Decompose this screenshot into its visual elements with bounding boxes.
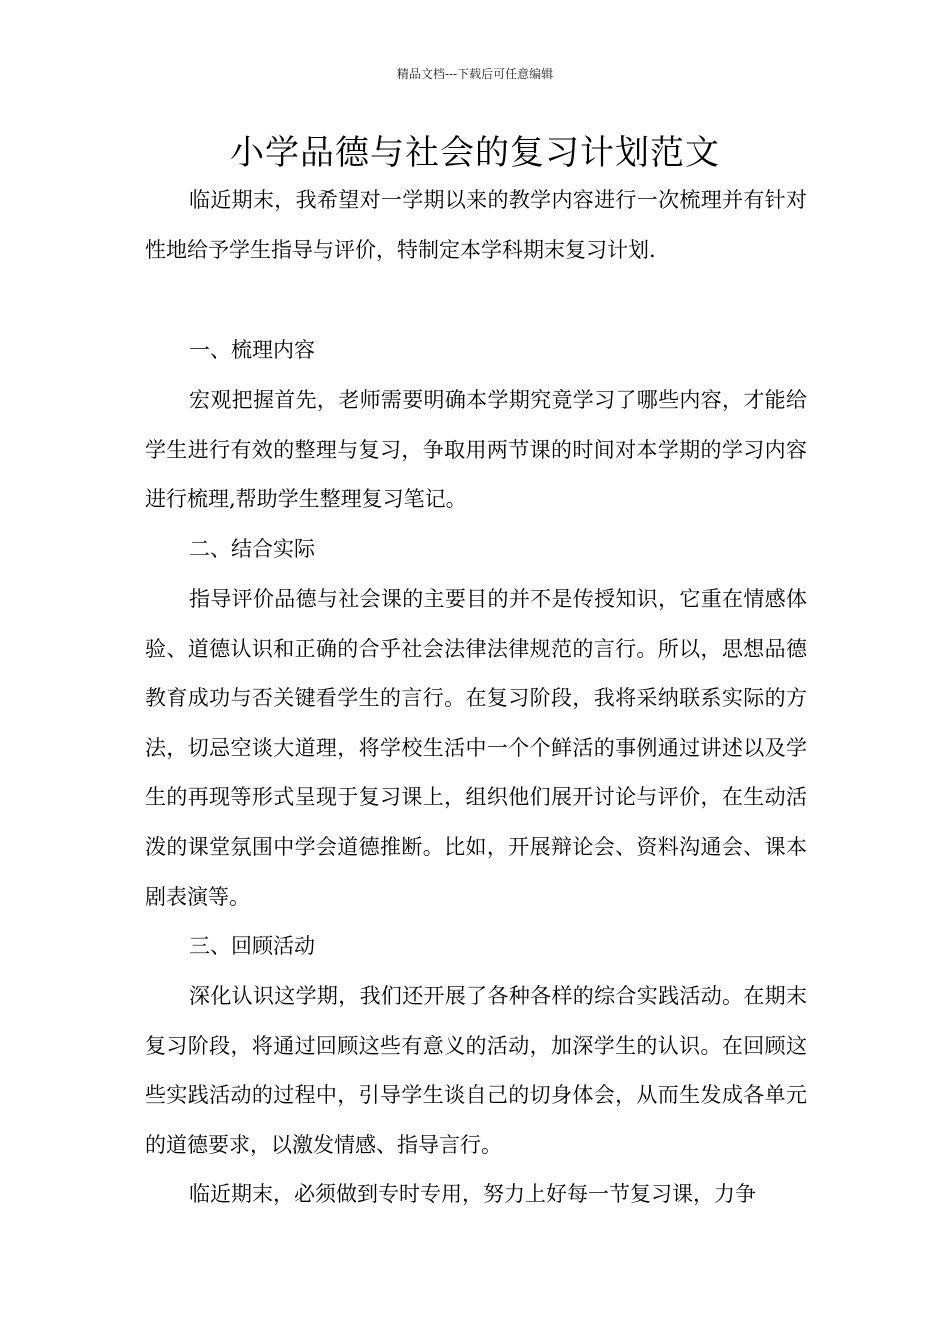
closing-paragraph: 临近期末，必须做到专时专用，努力上好每一节复习课，力争: [189, 1182, 756, 1206]
section-heading-2: 二、结合实际: [189, 537, 315, 561]
section-heading-3: 三、回顾活动: [189, 934, 315, 958]
section-paragraph-3: 深化认识这学期，我们还开展了各种各样的综合实践活动。在期末复习阶段，将通过回顾这些有意义的活动，加深学生的认识。在回顾这些实践活动的过程中，引导学生谈自己的切身体会，从而生发成各单元的道德要求，以激发情感、指导言行。: [145, 984, 807, 1157]
header-note: 精品文档---下载后可任意编辑: [396, 67, 554, 81]
section-paragraph-2: 指导评价品德与社会课的主要目的并不是传授知识，它重在情感体验、道德认识和正确的合乎社会法律法律规范的言行。所以，思想品德教育成功与否关键看学生的言行。在复习阶段，我将采纳联系实际的方法，切忌空谈大道理，将学校生活中一个个鲜活的事例通过讲述以及学生的再现等形式呈现于复习课上，组织他们展开讨论与评价，在生动活泼的课堂氛围中学会道德推断。比如，开展辩论会、资料沟通会、课本剧表演等。: [145, 587, 807, 909]
section-paragraph-1: 宏观把握首先，老师需要明确本学期究竟学习了哪些内容，才能给学生进行有效的整理与复习，争取用两节课的时间对本学期的学习内容进行梳理,帮助学生整理复习笔记。: [145, 388, 807, 512]
intro-paragraph: 临近期末，我希望对一学期以来的教学内容进行一次梳理并有针对性地给予学生指导与评价，特制定本学科期末复习计划.: [145, 188, 807, 262]
section-heading-1: 一、梳理内容: [189, 338, 315, 362]
document-title: 小学品德与社会的复习计划范文: [230, 133, 720, 173]
